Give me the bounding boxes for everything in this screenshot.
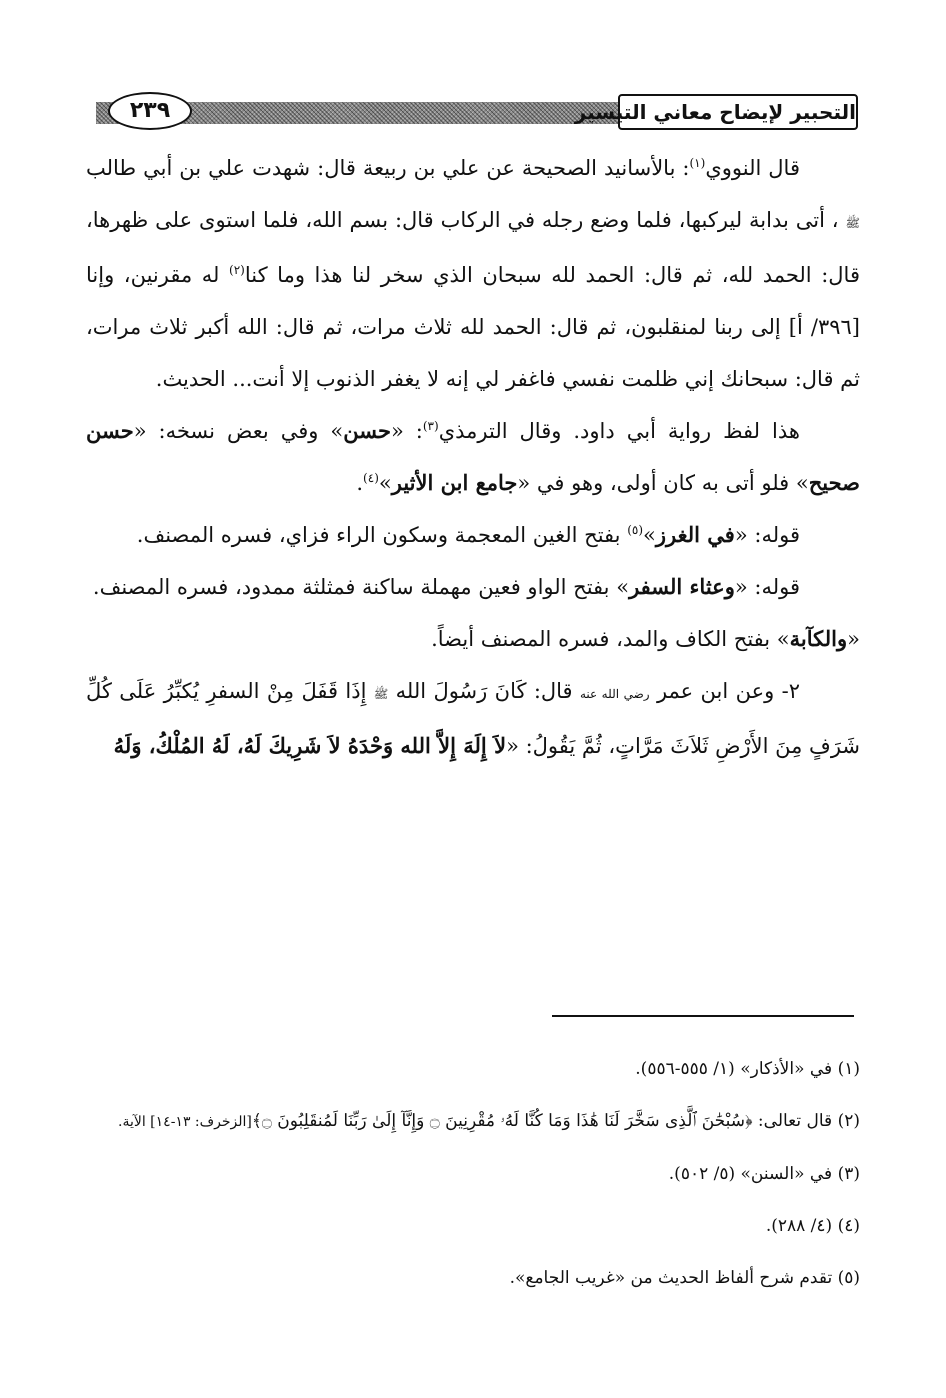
text-run: هذا لفظ رواية أبي داود. وقال الترمذي (438, 419, 800, 443)
footnote-ref-1: (١) (689, 156, 706, 170)
bold-term: وعثاء السفر (629, 574, 735, 599)
bold-term: في الغرز (655, 522, 735, 547)
text-run: قوله: « (734, 575, 800, 599)
book-title: التحبير لإيضاح معاني التيسير (618, 94, 858, 130)
text-run: » (378, 471, 392, 495)
running-header (96, 92, 858, 136)
footnote-4: (٤) (٤/ ٢٨٨). (765, 1216, 860, 1236)
bold-term: حسن (343, 418, 391, 443)
main-text (86, 142, 860, 772)
paragraph-nawawi (86, 142, 860, 405)
honorific-symbol: ﷺ (845, 216, 860, 230)
footnote-1: (١) في «الأذكار» (١/ ٥٥٥-٥٥٦). (635, 1059, 860, 1079)
page-number: ٢٣٩ (108, 92, 192, 130)
honorific-symbol: رضي الله عنه (579, 687, 650, 701)
footnote-ref-2: (٢) (229, 263, 245, 277)
footnote-ref-5: (٥) (627, 523, 644, 537)
text-run: قال النووي (705, 156, 800, 180)
text-run: » بفتح الواو فعين مهملة ساكنة فمثلثة ممدود، فسره المصنف. (92, 575, 630, 599)
text-run: بفتح الغين المعجمة وسكون الراء فزاي، فسره المصنف. (136, 523, 628, 547)
text-run: » وفي بعض نسخه: « (133, 419, 344, 443)
text-run: : « (390, 419, 423, 443)
text-run: . (356, 471, 364, 495)
text-run: » فلو أتى به كان أولى، وهو في « (517, 471, 809, 495)
bold-term: حسن صحيح (86, 418, 860, 495)
text-run: : بالأسانيد الصحيحة عن علي بن ربيعة قال: شهدت علي بن أبي طالب (86, 156, 690, 180)
text-run: » بفتح الكاف والمد، فسره المصنف أيضاً. (431, 627, 790, 651)
paragraph-hadith-2 (86, 665, 860, 772)
footnote-2-verse: (٢) قال تعالى: ﴿سُبْحَٰنَ ٱلَّذِى سَخَّرَ لَنَا هَٰذَا وَمَا كُنَّا لَهُۥ مُقْرِنِينَ ۝ وَإِنَّآ إِلَىٰ رَبِّنَا لَمُنقَلِبُونَ ۝﴾ (251, 1111, 860, 1131)
paragraph-tirmidhi (86, 405, 860, 509)
footnotes (80, 1043, 860, 1304)
footnote-ref-4: (٤) (363, 471, 379, 485)
text-run: قوله: « (734, 523, 800, 547)
paragraph-wathaa (86, 561, 860, 613)
bold-term: والكآبة (789, 626, 848, 651)
footnote-ref-3: (٣) (422, 419, 439, 433)
text-run: ، أتى بدابة ليركبها، فلما وضع رجله في الركاب قال: بسم الله، فلما استوى على ظهرها، قال: الحمد لله، ثم قال: الحمد لله سبحان الذي سخر لنا هذا وما كنا (86, 208, 860, 287)
text-run: قال: كَانَ رَسُولَ الله (388, 679, 580, 703)
text-run: « (847, 627, 860, 651)
text-run: » (643, 523, 656, 547)
footnote-5: (٥) تقدم شرح ألفاظ الحديث من «غريب الجامع». (509, 1268, 860, 1288)
paragraph-kaaba (86, 613, 860, 665)
text-run: ٢- وعن ابن عمر (649, 679, 800, 703)
footnote-separator (552, 1015, 854, 1017)
paragraph-ghurz (86, 509, 860, 561)
footnote-3: (٣) في «السنن» (٥/ ٥٠٢). (668, 1164, 860, 1184)
footnote-2-citation: [الزخرف: ١٣-١٤] الآية. (118, 1114, 252, 1130)
text-run: إِذَا قَفَلَ مِنْ السفرِ يُكبِّرُ عَلَى كُلِّ شَرَفٍ مِنَ الأَرْضِ ثَلاَثَ مَرَّاتٍ، ثُمَّ يَقُولُ: « (86, 679, 860, 758)
footnote-2 (80, 1095, 860, 1148)
honorific-symbol: ﷺ (373, 687, 389, 701)
text-run: له مقرنين، وإنا [٣٩٦/ أ] إلى ربنا لمنقلبون، ثم قال: الحمد لله ثلاث مرات، ثم قال: الله أكبر ثلاث مرات، ثم قال: سبحانك إني ظلمت نفسي فاغفر لي إنه لا يغفر الذنوب إلا أنت... الحديث. (86, 263, 860, 391)
bold-term: جامع ابن الأثير (391, 470, 518, 495)
bold-hadith-text: لاَ إِلَهَ إِلاَّ الله وَحْدَهُ لاَ شَرِيكَ لَهُ، لَهُ المُلْكُ، وَلَهُ (113, 733, 507, 758)
